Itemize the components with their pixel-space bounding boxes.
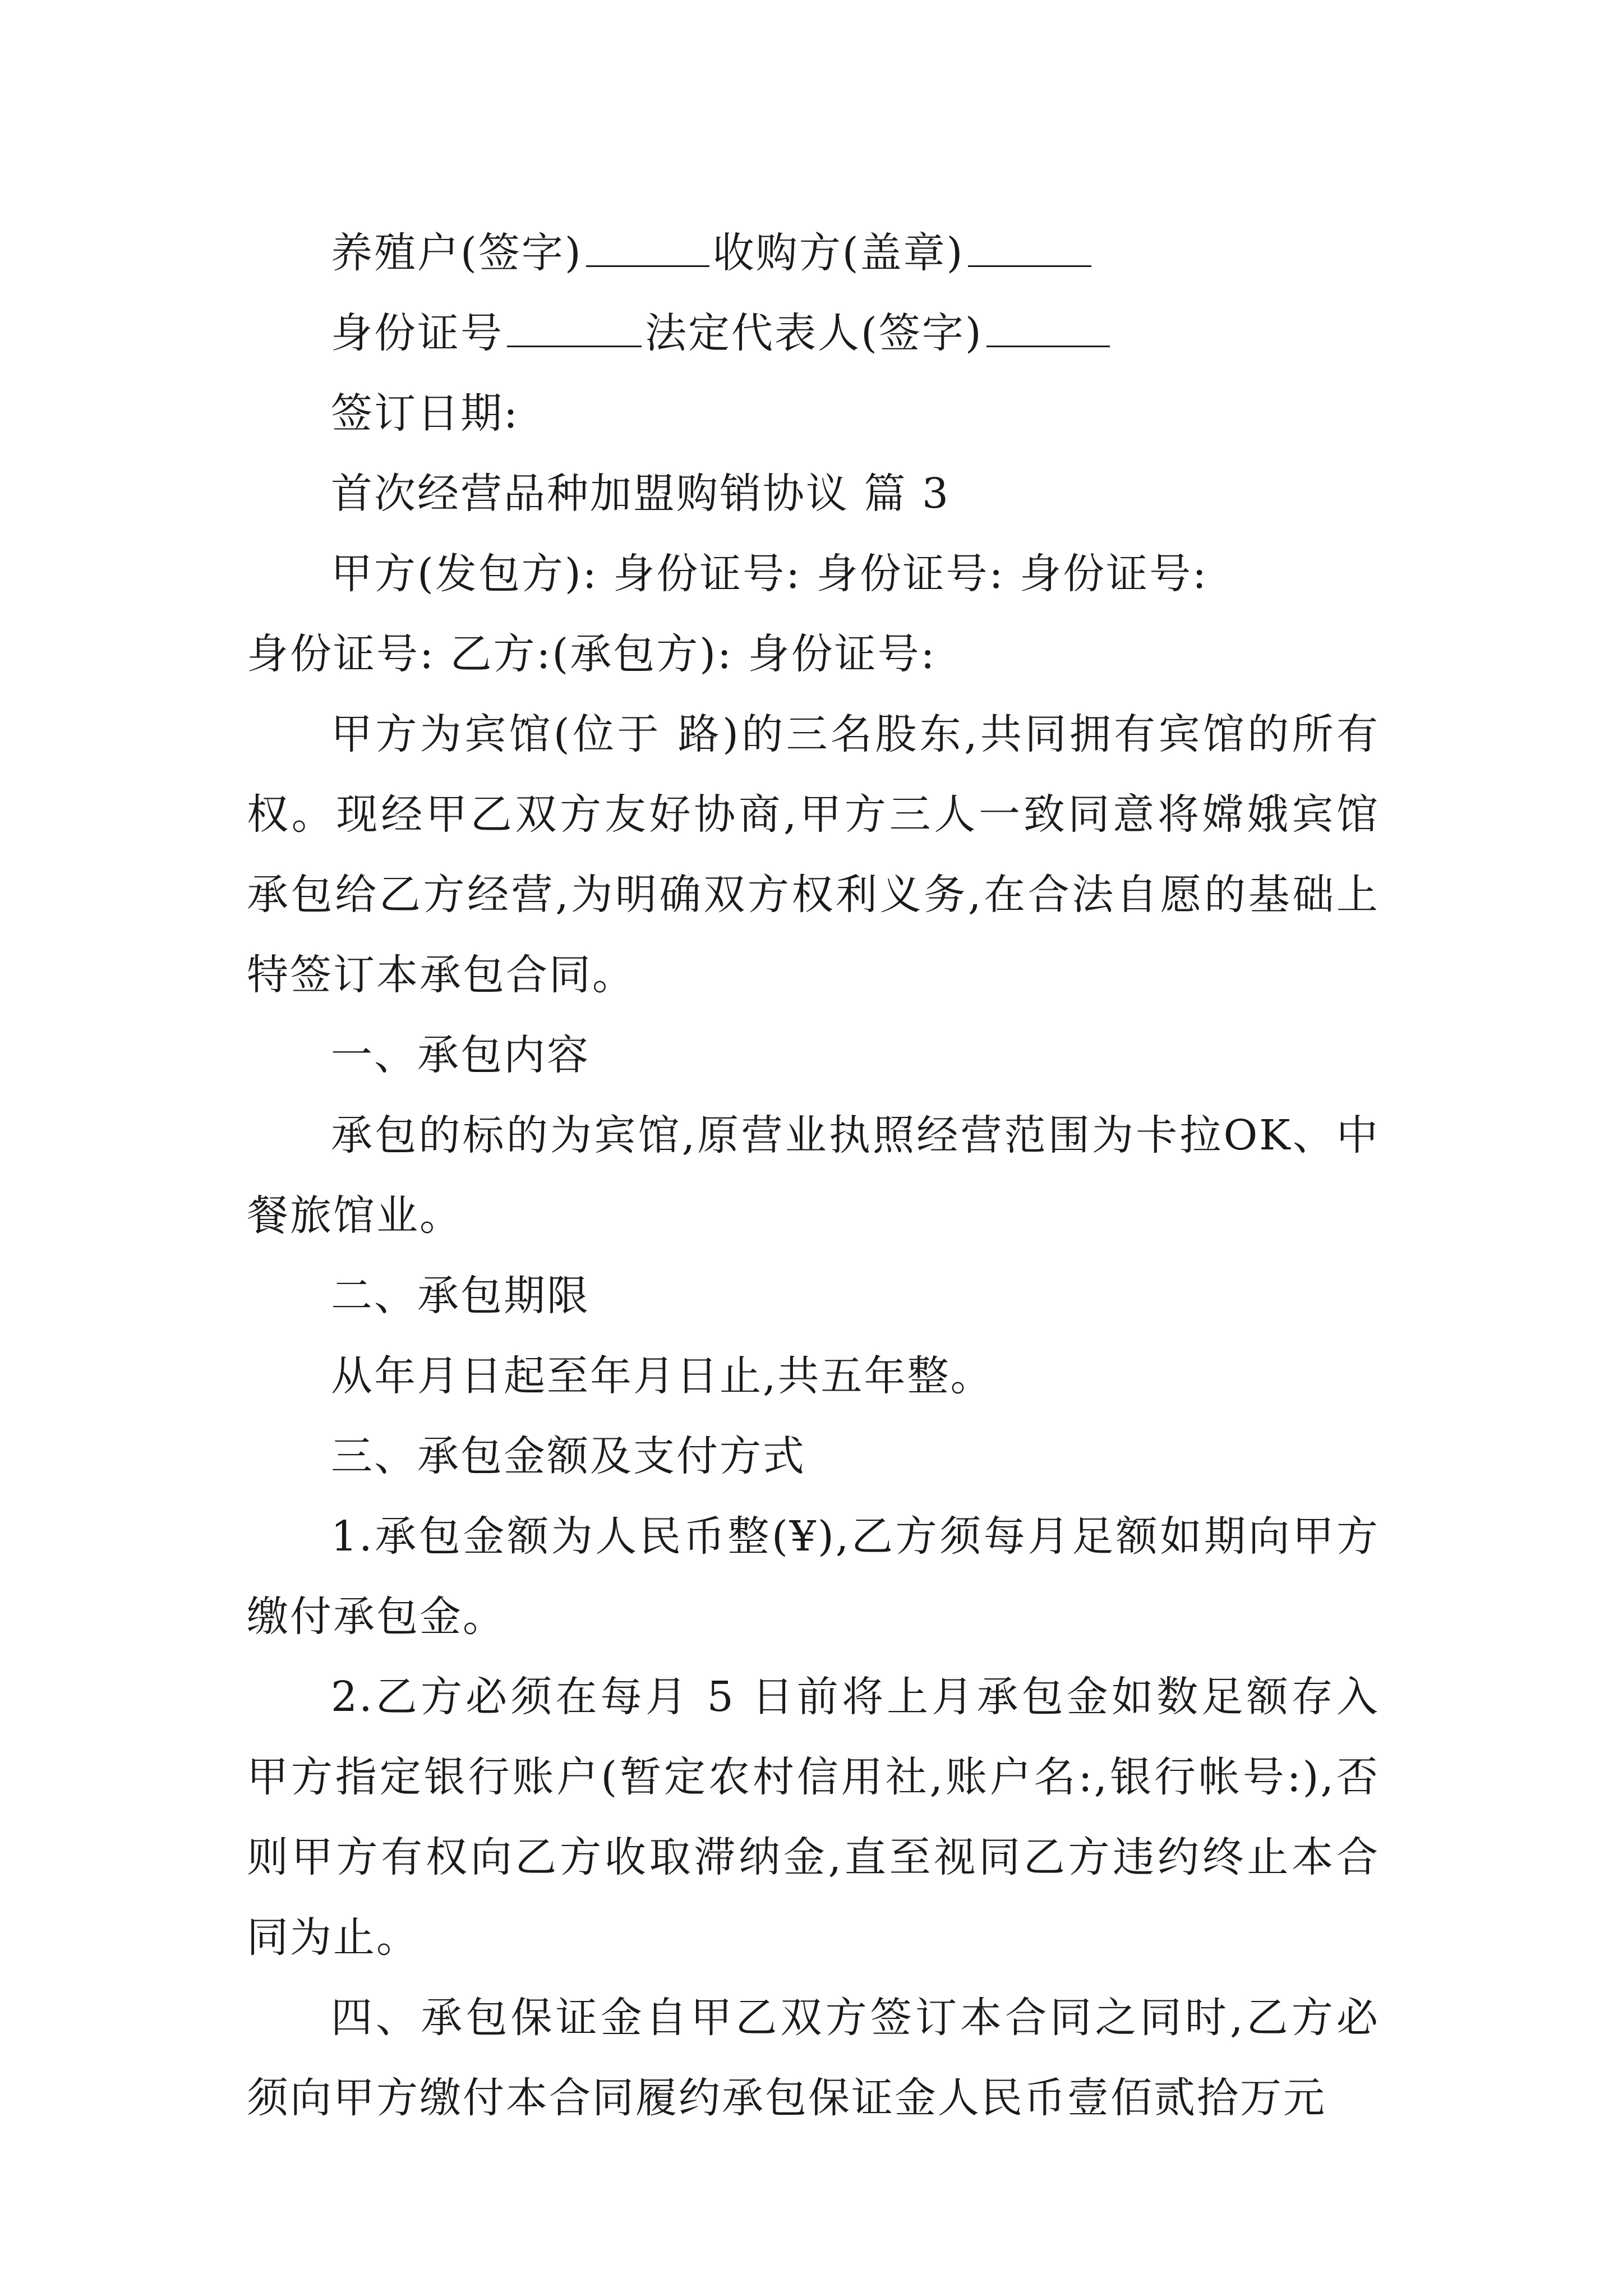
heading-amount-payment: 三、承包金额及支付方式 bbox=[331, 1432, 806, 1480]
id-number-blank bbox=[507, 311, 642, 347]
parties-line-2: 身份证号: 乙方:(承包方): 身份证号: bbox=[247, 630, 937, 678]
paragraph-payment-deadline: 2.乙方必须在每月 5 日前将上月承包金如数足额存入甲方指定银行账户(暂定农村信用社,账户名:,银行帐号:),否则甲方有权向乙方收取滞纳金,直至视同乙方违约终止本合同为止。 bbox=[247, 1673, 1380, 1962]
parties-line-1: 甲方(发包方): 身份证号: 身份证号: 身份证号: bbox=[331, 550, 1209, 598]
document-body bbox=[247, 213, 1380, 2138]
paragraph-deposit: 四、承包保证金自甲乙双方签订本合同之同时,乙方必须向甲方缴付本合同履约承包保证金人民币壹佰贰拾万元 bbox=[247, 1994, 1380, 2122]
paragraph-contract-content: 承包的标的为宾馆,原营业执照经营范围为卡拉OK、中餐旅馆业。 bbox=[247, 1111, 1380, 1240]
signature-line-2 bbox=[247, 293, 1380, 374]
heading-contract-term: 二、承包期限 bbox=[331, 1272, 590, 1320]
paragraph-contract-term: 从年月日起至年月日止,共五年整。 bbox=[331, 1352, 994, 1400]
sign-date-label: 签订日期: bbox=[331, 389, 519, 438]
sign-date-line bbox=[247, 374, 1380, 454]
farmer-sign-blank bbox=[586, 231, 709, 267]
buyer-seal-blank bbox=[968, 231, 1091, 267]
id-number-label: 身份证号 bbox=[331, 309, 504, 357]
buyer-seal-label: 收购方(盖章) bbox=[712, 229, 965, 277]
legal-rep-sign-label: 法定代表人(签字) bbox=[645, 309, 983, 357]
section-title: 首次经营品种加盟购销协议 篇 3 bbox=[331, 470, 951, 518]
signature-line-1 bbox=[247, 213, 1380, 293]
farmer-sign-label: 养殖户(签字) bbox=[331, 229, 583, 277]
paragraph-amount: 1.承包金额为人民币整(¥),乙方须每月足额如期向甲方缴付承包金。 bbox=[247, 1512, 1380, 1641]
intro-paragraph: 甲方为宾馆(位于 路)的三名股东,共同拥有宾馆的所有权。现经甲乙双方友好协商,甲方三人一致同意将嫦娥宾馆承包给乙方经营,为明确双方权利义务,在合法自愿的基础上特签订本承包合同。 bbox=[247, 710, 1380, 999]
legal-rep-sign-blank bbox=[986, 311, 1110, 347]
heading-contract-content: 一、承包内容 bbox=[331, 1031, 590, 1079]
